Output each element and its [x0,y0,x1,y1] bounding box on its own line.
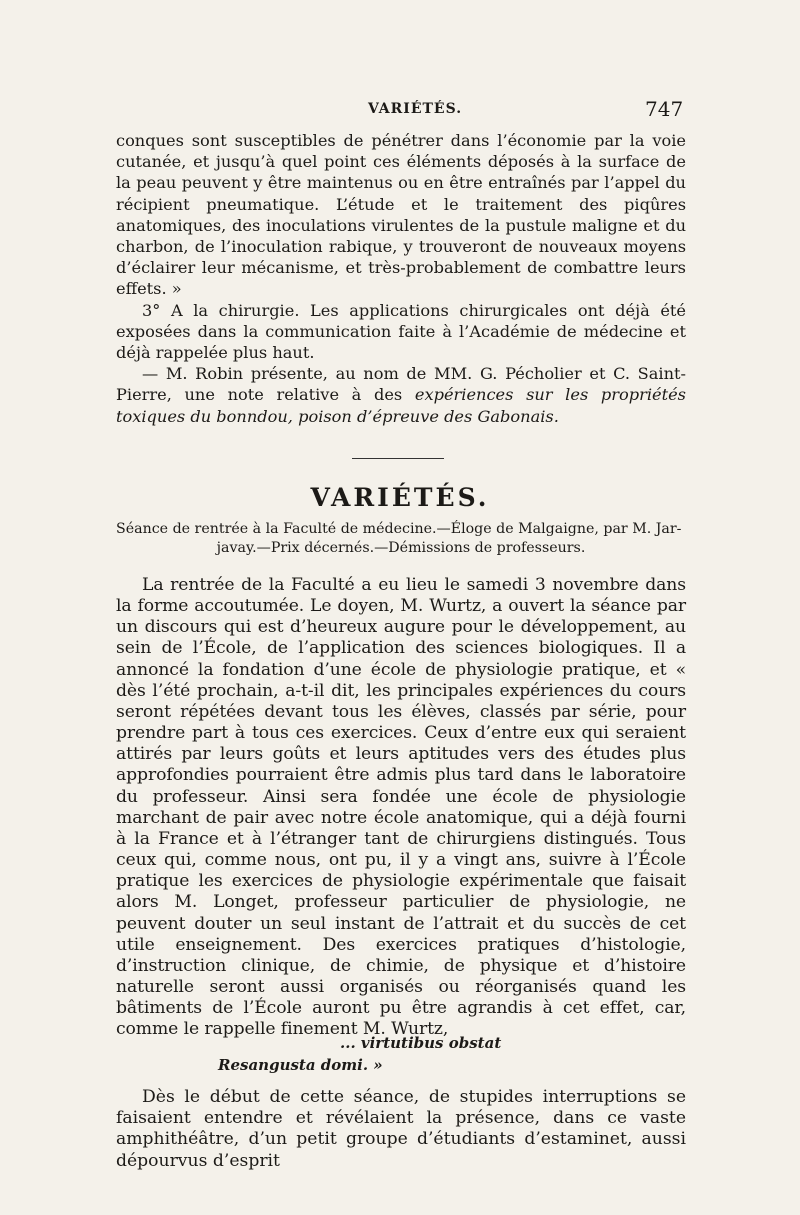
paragraph-robin-note [116,363,686,427]
running-header [0,95,800,125]
body-section [116,575,686,1040]
running-title: VARIÉTÉS. [368,101,463,117]
paragraph-interruptions: Dès le début de cette séance, de stupides interruptions se faisaient entendre et révélaient la présence, dans ce vaste amphithéâtre, d’un petit groupe d’étudiants d’estaminet, aussi dépourvus d’esprit [116,1087,686,1171]
summary-line-2: javay.—Prix décernés.—Démissions de professeurs. [216,539,586,556]
paragraph-rentree: La rentrée de la Faculté a eu lieu le samedi 3 novembre dans la forme accoutumée. Le doyen, M. Wurtz, a ouvert la séance par un discours qui est d’heureux augure pour le développement, au sein de l’École, de l’application des sciences biologiques. Il a annoncé la fondation d’une école de physiologie pratique, et « dès l’été prochain, a-t-il dit, les principales expériences du cours seront répétées devant tous les élèves, classés par série, pour prendre part à tous ces exercices. Ceux d’entre eux qui seraient attirés par leurs goûts et leurs aptitudes vers des études plus approfondies pourraient être admis plus tard dans le laboratoire du professeur. Ainsi sera fondée une école de physiologie marchant de pair avec notre école anatomique, qui a déjà fourni à la France et à l’étranger tant de chirurgiens distingués. Tous ceux qui, comme nous, ont pu, il y a vingt ans, suivre à l’École pratique les exercices de physiologie expérimentale que faisait alors M. Longet, professeur particulier de physiologie, ne peuvent douter un seul instant de l’attrait et du succès de cet utile enseignement. Des exercices pratiques d’histologie, d’instruction clinique, de chimie, de physique et d’histoire naturelle seront aussi organisés ou réorganisés quand les bâtiments de l’École auront pu être agrandis à cet effet, car, comme le rappelle finement M. Wurtz, [116,575,686,1040]
latin-quote-line-1: ... virtutibus obstat [340,1034,502,1052]
latin-quote-line-2: Resangusta domi. » [218,1056,383,1074]
paragraph-continuation: conques sont susceptibles de pénétrer dans l’économie par la voie cutanée, et jusqu’à quel point ces éléments déposés à la surface de la peau peuvent y être maintenus ou en être entraînés par l’appel du récipient pneumatique. L’étude et le traitement des piqûres anatomiques, des inoculations virulentes de la pustule maligne et du charbon, de l’inoculation rabique, y trouveront de nouveaux moyens d’éclairer leur mécanisme, et très-probablement de combattre leurs effets. » [116,131,686,299]
section-title: VARIÉTÉS. [310,483,490,512]
summary-line-1: Séance de rentrée à la Faculté de médecine.—Éloge de Malgaigne, par M. Jar- [116,521,682,537]
last-section [116,1087,686,1172]
paragraph-surgery: 3° A la chirurgie. Les applications chirurgicales ont déjà été exposées dans la communication faite à l’Académie de médecine et déjà rappelée plus haut. [116,300,686,363]
robin-note-text: — M. Robin présente, au nom de MM. G. Pécholier et C. Saint-Pierre, une note relative à des [116,364,686,405]
page-number: 747 [645,97,684,121]
separator-rule [352,458,444,459]
top-section [116,130,686,427]
section-summary [116,520,686,557]
robin-note-italic: expériences sur les propriétés toxiques du bonndou, poison d’épreuve des Gabonais. [116,385,686,426]
